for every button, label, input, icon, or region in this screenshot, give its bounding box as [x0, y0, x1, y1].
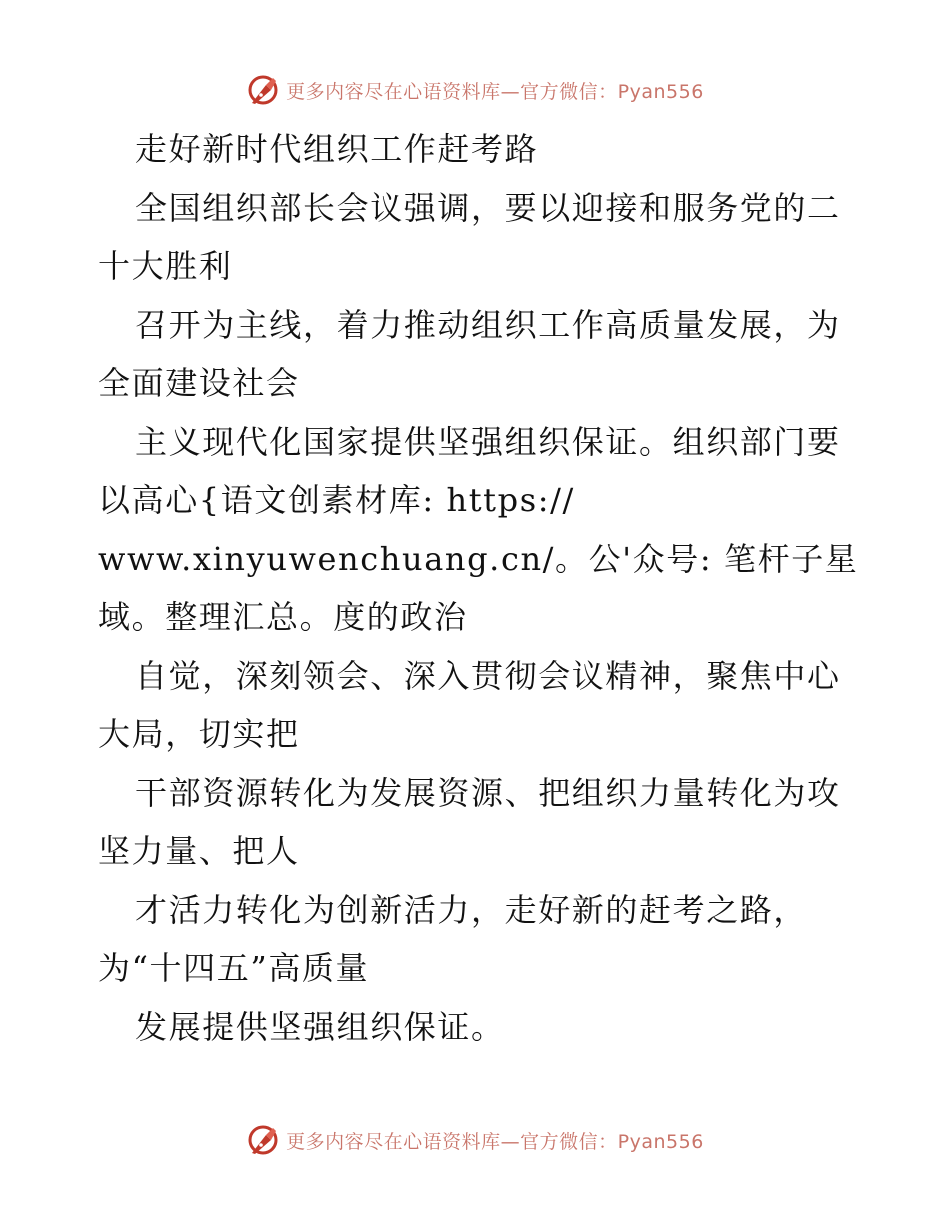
document-line: www.xinyuwenchuang.cn/。公'众号: 笔杆子星 [98, 539, 859, 578]
header-watermark-banner [0, 68, 950, 112]
document-line: 十大胜利 [98, 247, 233, 285]
document-line: 自觉，深刻领会、深入贯彻会议精神，聚焦中心 [135, 656, 841, 695]
document-line: 域。整理汇总。度的政治 [98, 598, 468, 636]
document-line: 走好新时代组织工作赶考路 [135, 130, 539, 168]
document-line: 坚力量、把人 [98, 832, 300, 870]
pen-nib-logo-icon [246, 1123, 280, 1157]
document-line: 全国组织部长会议强调，要以迎接和服务党的二 [135, 188, 841, 227]
pen-nib-logo-icon [246, 73, 280, 107]
document-body [98, 120, 878, 1056]
footer-watermark-banner [0, 1118, 950, 1162]
document-line: 以高心{语文创素材库: https:// [98, 481, 575, 519]
document-line: 召开为主线，着力推动组织工作高质量发展，为 [135, 305, 841, 344]
document-line: 大局，切实把 [98, 715, 300, 753]
document-line: 发展提供坚强组织保证。 [135, 1007, 505, 1046]
document-line: 干部资源转化为发展资源、把组织力量转化为攻 [135, 773, 841, 812]
header-watermark [246, 73, 704, 107]
document-line: 为“十四五”高质量 [98, 949, 370, 987]
document-line: 主义现代化国家提供坚强组织保证。组织部门要 [135, 422, 841, 461]
document-line: 全面建设社会 [98, 364, 300, 402]
header-watermark-text: 更多内容尽在心语资料库—官方微信：Pyan556 [286, 80, 704, 103]
document-line: 才活力转化为创新活力，走好新的赶考之路， [135, 890, 808, 929]
footer-watermark-text: 更多内容尽在心语资料库—官方微信：Pyan556 [286, 1130, 704, 1153]
footer-watermark [246, 1123, 704, 1157]
